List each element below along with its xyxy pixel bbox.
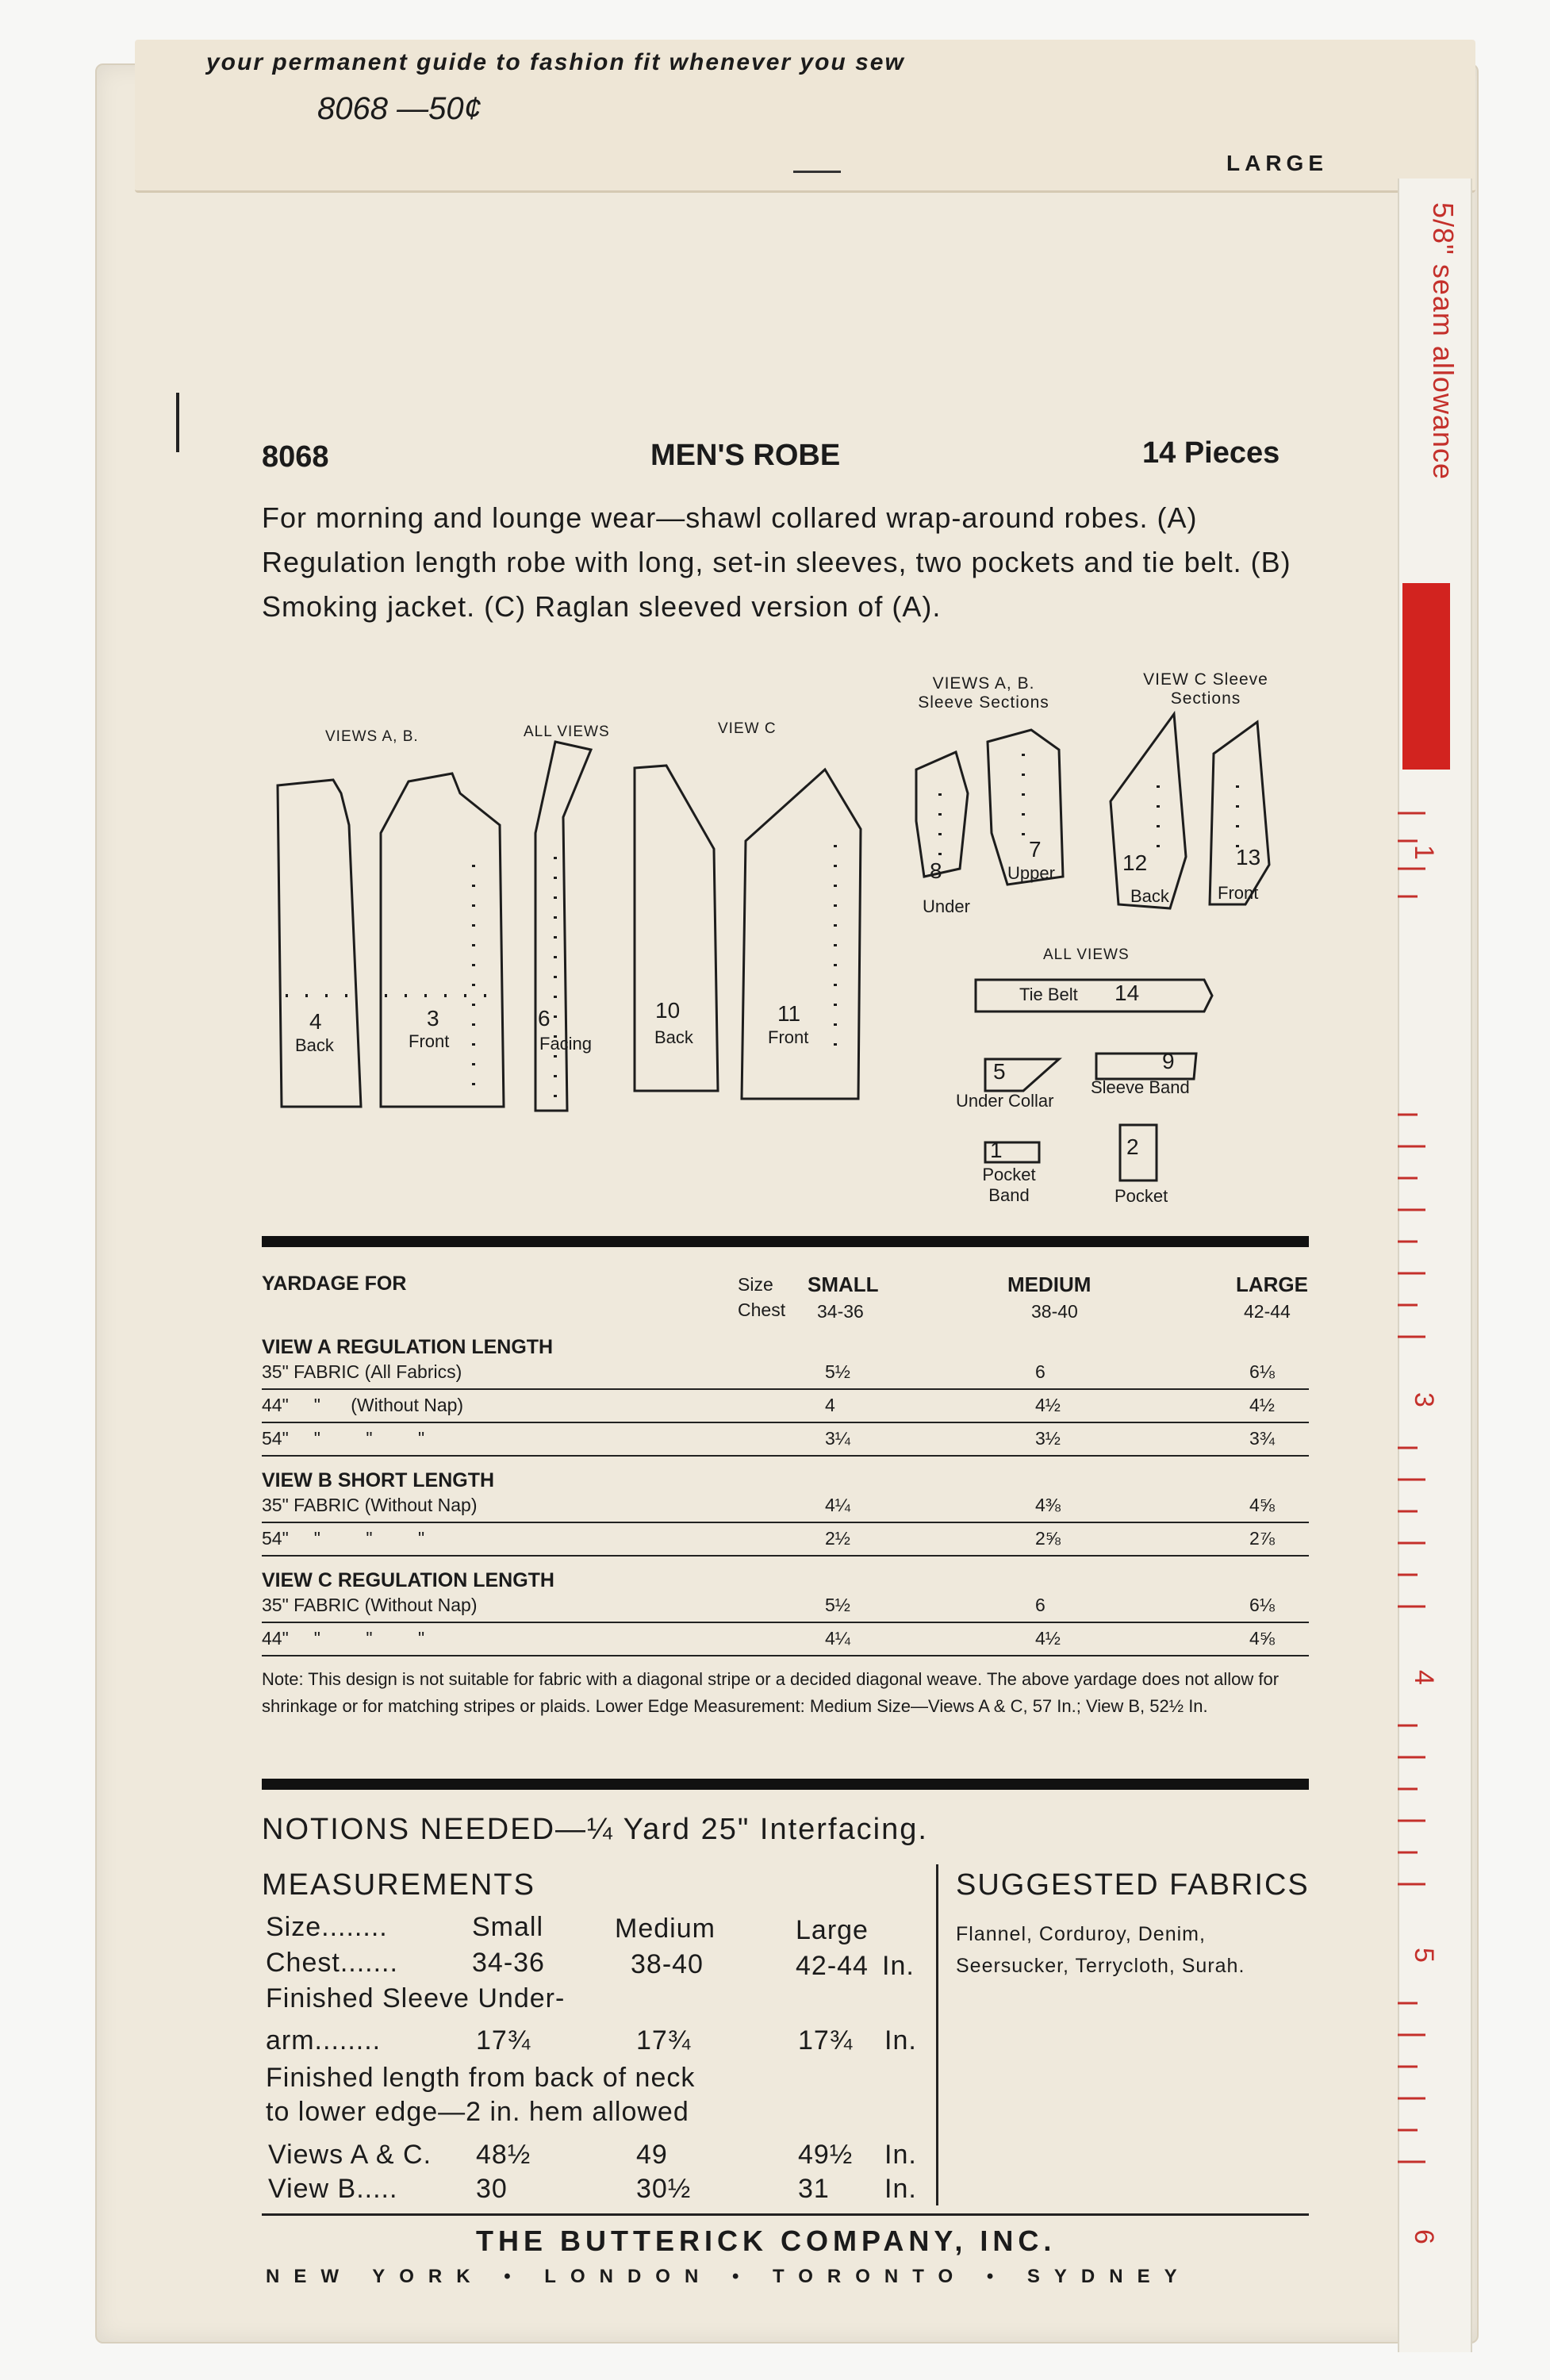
flap-tagline: your permanent guide to fashion fit whenever you sew [206,49,905,75]
table-row: 54" " " " 3¼ 3½ 3¾ [262,1423,1309,1457]
company-cities: NEW YORK • LONDON • TORONTO • SYDNEY [266,2266,1191,2287]
piece-4-outline [278,780,361,1107]
meas-sleeve-label: Finished Sleeve Under- [266,1983,566,2013]
table-row: 35" FABRIC (Without Nap) 5½ 6 6⅛ [262,1590,1309,1623]
meas-ac-small: 48½ [476,2140,531,2170]
meas-chest-small: 34-36 [472,1948,545,1978]
piece-7-label: Upper [1007,863,1055,883]
meas-chest-unit: In. [882,1951,915,1981]
yardage-table [262,1269,1309,1666]
meas-b-large: 31 [798,2174,830,2204]
piece-11-number: 11 [777,1001,801,1026]
meas-chest-large: 42-44 [796,1951,869,1981]
chest-large: 42-44 [1244,1301,1291,1322]
piece-9-number: 9 [1162,1049,1175,1073]
piece-2-number: 2 [1126,1134,1139,1159]
divider-rule [262,1779,1309,1790]
section-view-b: VIEW B SHORT LENGTH [262,1469,495,1491]
meas-arm-medium: 17¾ [636,2025,692,2056]
size-large: LARGE [1236,1273,1308,1296]
meas-ac-medium: 49 [636,2140,668,2170]
piece-12-outline [1111,714,1186,908]
column-divider [936,1864,938,2205]
table-row: 44" " " " 4¼ 4½ 4⅝ [262,1623,1309,1656]
piece-14-label: Tie Belt [1019,985,1078,1004]
meas-arm-unit: In. [884,2025,917,2056]
piece-5-number: 5 [993,1059,1006,1084]
meas-b-small: 30 [476,2174,508,2204]
piece-13-outline [1210,722,1269,904]
piece-4-number: 4 [309,1009,322,1034]
divider-rule [262,1236,1309,1247]
piece-1-number: 1 [990,1138,1003,1162]
piece-10-label: Back [654,1027,693,1047]
meas-length-label-2: to lower edge—2 in. hem allowed [266,2097,689,2127]
tape-mark-3: 3 [1408,1392,1439,1407]
meas-size-medium: Medium [615,1914,716,1944]
piece-2-label: Pocket [1115,1186,1168,1206]
piece-8-number: 8 [930,858,942,883]
meas-arm-large: 17¾ [798,2025,854,2056]
chest-label: Chest [738,1299,786,1320]
tape-mark-4: 4 [1408,1670,1439,1685]
tape-ticks [1398,178,1469,2352]
piece-6-label: Facing [539,1034,593,1054]
size-stamp: LARGE [1226,151,1328,175]
meas-view-b-label: View B..... [268,2174,398,2204]
label-all-views-small: ALL VIEWS [1043,946,1130,963]
piece-6-outline [535,742,591,1111]
piece-9-label: Sleeve Band [1091,1077,1190,1097]
piece-14-number: 14 [1115,981,1140,1005]
suggested-fabrics-text: Flannel, Corduroy, Denim, Seersucker, Terrycloth, Surah. [956,1923,1245,1977]
piece-12-label: Back [1130,886,1169,906]
table-row: 44" " (Without Nap) 4 4½ 4½ [262,1390,1309,1423]
piece-7-outline [988,730,1063,885]
notions-needed: NOTIONS NEEDED—¼ Yard 25" Interfacing. [262,1813,928,1846]
size-label: Size [738,1274,773,1295]
piece-13-label: Front [1218,883,1259,903]
chest-small: 34-36 [817,1301,864,1322]
size-small: SMALL [808,1273,879,1296]
label-view-c: VIEW C [718,720,777,737]
yardage-title: YARDAGE FOR [262,1273,407,1295]
table-row: 35" FABRIC (Without Nap) 4¼ 4⅜ 4⅝ [262,1490,1309,1523]
chest-medium: 38-40 [1031,1301,1078,1322]
yardage-note: Note: This design is not suitable for fabric with a diagonal stripe or a decided diagonal weave. The above yardage does not allow for shrinkage or for matching stripes or plaids. Lower Edge Measurement: Medium Size—Views A & C, 57 In.; View B, 52½ In. [262,1669,1280,1716]
suggested-fabrics-title: SUGGESTED FABRICS [956,1868,1310,1902]
meas-size-large: Large [796,1915,869,1945]
piece-10-number: 10 [655,998,681,1023]
table-row: 35" FABRIC (All Fabrics) 5½ 6 6⅛ [262,1357,1309,1390]
meas-size-small: Small [472,1912,544,1942]
piece-3-label: Front [409,1031,450,1051]
meas-arm-label: arm........ [266,2025,382,2056]
piece-9-outline [1096,1054,1196,1079]
piece-14-outline [976,980,1212,1012]
meas-views-ac-label: Views A & C. [268,2140,432,2170]
piece-11-label: Front [768,1027,809,1047]
pattern-title: MEN'S ROBE [650,439,841,472]
piece-12-number: 12 [1122,850,1148,875]
meas-length-label: Finished length from back of neck [266,2063,696,2093]
piece-7-number: 7 [1029,837,1042,862]
piece-8-label: Under [923,896,970,916]
footer-rule [262,2213,1309,2216]
piece-13-number: 13 [1236,845,1261,869]
piece-3-outline [381,774,504,1107]
tape-mark-6: 6 [1408,2229,1439,2244]
measurements-title: MEASUREMENTS [262,1868,535,1902]
piece-6-number: 6 [538,1006,551,1031]
tape-mark-5: 5 [1408,1948,1439,1963]
meas-arm-small: 17¾ [476,2025,531,2056]
label-all-views: ALL VIEWS [524,724,610,740]
meas-chest-label: Chest....... [266,1948,398,1978]
section-view-c: VIEW C REGULATION LENGTH [262,1569,554,1591]
section-view-a: VIEW A REGULATION LENGTH [262,1336,554,1358]
pattern-number: 8068 [262,440,329,474]
label-c-sleeve: VIEW C Sleeve Sections [1143,670,1268,708]
meas-ac-unit: In. [884,2140,917,2170]
piece-4-label: Back [295,1035,334,1055]
meas-size-label: Size........ [266,1912,388,1942]
meas-ac-large: 49½ [798,2140,854,2170]
table-row: 54" " " " 2½ 2⅝ 2⅞ [262,1523,1309,1557]
piece-3-number: 3 [427,1006,439,1031]
pattern-description: For morning and lounge wear—shawl collared wrap-around robes. (A) Regulation length robe with long, set-in sleeves, two pockets and tie belt. (B) Smoking jacket. (C) Raglan sleeved version of (A). [262,501,1291,623]
company-name: THE BUTTERICK COMPANY, INC. [476,2225,1057,2257]
label-ab-sleeve: VIEWS A, B. Sleeve Sections [918,674,1049,712]
size-medium: MEDIUM [1007,1273,1092,1296]
piece-count: 14 Pieces [1142,436,1280,470]
label-views-ab: VIEWS A, B. [325,728,419,745]
meas-b-medium: 30½ [636,2174,692,2204]
seam-allowance-label: 5/8" seam allowance [1427,202,1460,480]
piece-1-label: Pocket Band [982,1165,1036,1205]
tape-mark-1: 1 [1408,845,1439,860]
flap-pattern-price: 8068 —50¢ [317,91,481,126]
piece-11-outline [742,770,861,1099]
meas-chest-medium: 38-40 [631,1949,704,1979]
piece-5-label: Under Collar [956,1091,1054,1111]
meas-b-unit: In. [884,2174,917,2204]
